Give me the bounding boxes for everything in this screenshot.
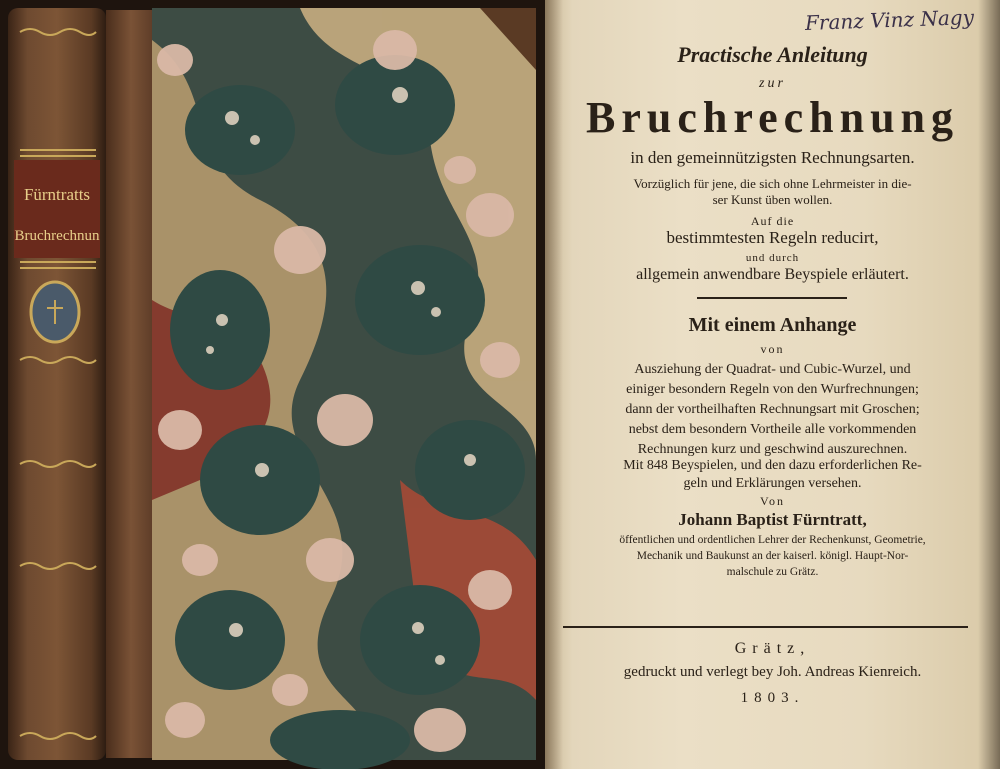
author-detail-line: Mechanik und Baukunst an der kaiserl. königl. Haupt-Nor- [636, 550, 909, 562]
author-name: Johann Baptist Fürntratt, [678, 510, 867, 529]
title-page [545, 0, 1000, 769]
publication-year: 1803. [740, 690, 805, 706]
von-line: von [760, 342, 785, 356]
main-title: Bruchrechnung [585, 93, 960, 142]
printer-line: gedruckt und verlegt bey Joh. Andreas Kienreich. [623, 664, 922, 680]
spine-title-2: Bruchrechnun [14, 228, 100, 244]
body-line: einiger besondern Regeln von den Wurfrechnungen; [626, 382, 919, 397]
title-line-2: zur [759, 76, 786, 91]
subtitle: in den gemeinnützigsten Rechnungsarten. [630, 148, 915, 167]
body-line: Mit 848 Beyspielen, und den dazu erforderlichen Re- [623, 458, 922, 473]
author-detail-line: öffentlichen und ordentlichen Lehrer der Rechenkunst, Geometrie, [619, 534, 926, 546]
body-line: Ausziehung der Quadrat- und Cubic-Wurzel, und [634, 362, 911, 377]
auf-die: Auf die [750, 214, 795, 228]
body-line: geln und Erklärungen versehen. [683, 476, 862, 491]
title-line-1: Practische Anleitung [677, 42, 868, 67]
handwritten-signature: Franz Vinz Nagy [804, 5, 975, 35]
beyspiele-line: allgemein anwendbare Beyspiele erläutert. [636, 266, 909, 283]
und-durch: und durch [745, 252, 800, 264]
body-line: nebst dem besondern Vortheile alle vorkommenden [628, 422, 917, 437]
anhang-heading: Mit einem Anhange [688, 314, 857, 336]
regeln-line: bestimmtesten Regeln reducirt, [666, 228, 879, 247]
body-line: Rechnungen kurz und geschwind auszurechnen. [637, 442, 908, 457]
divider-rule [697, 297, 847, 299]
note-line-1: Vorzüglich für jene, die sich ohne Lehrmeister in die- [633, 176, 912, 191]
author-detail-line: malschule zu Grätz. [726, 566, 819, 578]
von-author-line: Von [759, 494, 786, 508]
bottom-rule [563, 626, 968, 628]
note-line-2: ser Kunst üben wollen. [712, 192, 833, 207]
publication-place: Grätz, [734, 640, 811, 657]
spine-title-1: Fürntratts [23, 185, 91, 204]
body-line: dann der vortheilhaften Rechnungsart mit Groschen; [625, 402, 920, 417]
